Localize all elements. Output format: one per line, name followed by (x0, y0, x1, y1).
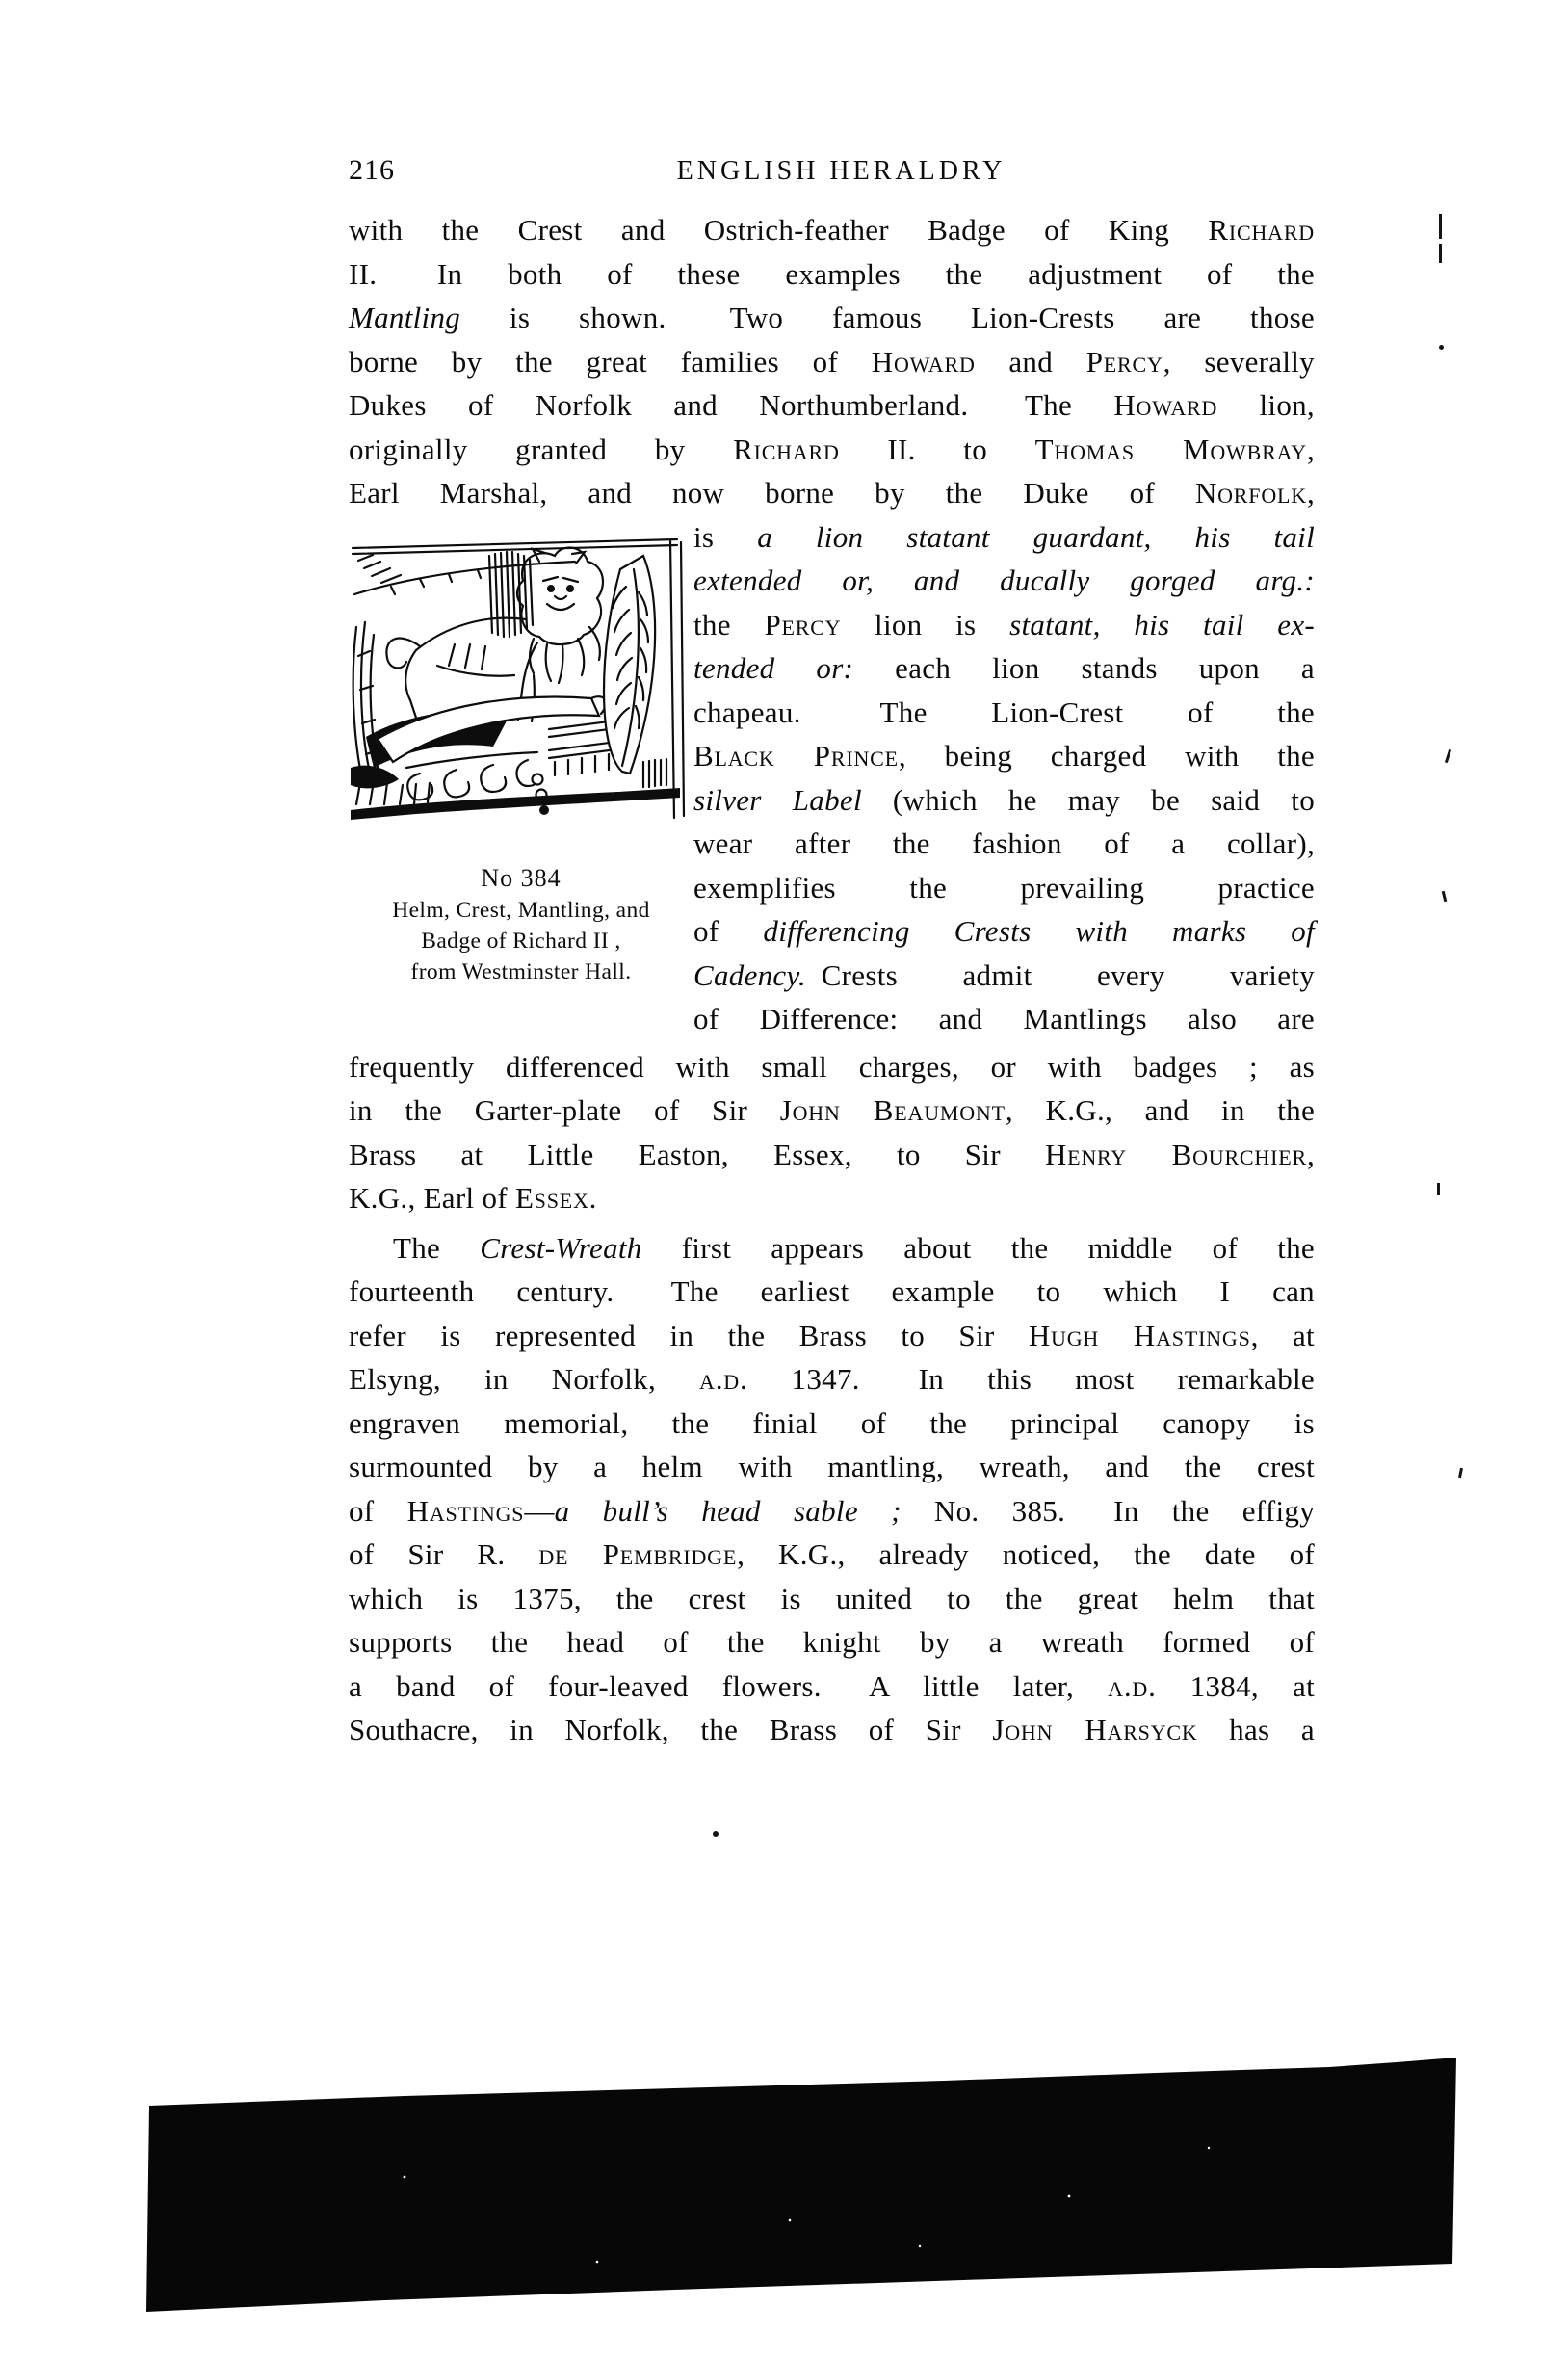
text-segment: (which he may be said to (861, 782, 1315, 817)
text-segment: John Harsyck (992, 1713, 1198, 1746)
text-segment: , K.G., and in the (1005, 1093, 1316, 1127)
text-segment: a.d. (1108, 1668, 1157, 1703)
text-line (693, 822, 1315, 866)
text-segment: first appears about the middle of the (641, 1230, 1315, 1265)
text-segment: The (393, 1230, 481, 1265)
text-segment: Cadency. (693, 957, 806, 992)
text-segment: a.d. (699, 1362, 748, 1396)
text-segment: tended or: (693, 651, 854, 685)
scan-black-band (0, 2023, 1568, 2360)
text-segment: , severally (1163, 344, 1315, 379)
text-segment: chapeau. The Lion-Crest of the (693, 695, 1315, 729)
text-line (349, 428, 1315, 472)
text-line (349, 1402, 1315, 1446)
text-segment: surmounted by a helm with mantling, wreath, and the crest (349, 1450, 1315, 1483)
text-segment: borne by the great families of (349, 344, 872, 379)
text-line (349, 1445, 1315, 1489)
section-end-dot (713, 1831, 719, 1837)
text-segment: No. 385. In the effigy (901, 1493, 1315, 1528)
figure-caption-line: Badge of Richard II , (421, 928, 621, 954)
paragraph-1-continued (349, 1045, 1315, 1220)
scan-speck (1439, 345, 1444, 350)
text-segment: Crest-Wreath (480, 1230, 642, 1265)
text-segment: of Difference: and Mantlings also are (693, 1002, 1315, 1036)
scan-speck (1458, 1468, 1463, 1478)
text-line (349, 383, 1315, 428)
page-header (349, 154, 1315, 195)
page-number: 216 (349, 154, 395, 186)
text-segment: of (693, 914, 764, 948)
text-segment: of Sir R. (349, 1537, 539, 1571)
text-line (349, 208, 1315, 252)
text-line (693, 909, 1315, 954)
text-segment: a band of four-leaved flowers. A little later, (349, 1668, 1109, 1703)
text-segment: the (693, 607, 765, 642)
text-segment: lion, (1217, 388, 1315, 422)
figure-caption-line: Helm, Crest, Mantling, and (392, 897, 650, 923)
text-segment: Elsyng, in Norfolk, (349, 1362, 700, 1396)
text-segment: refer is represented in the Brass to Sir (349, 1318, 1029, 1352)
text-line (693, 559, 1315, 603)
text-line (693, 997, 1315, 1041)
text-segment: 1384, at (1156, 1668, 1315, 1703)
text-segment: supports the head of the knight by a wreath formed of (349, 1625, 1315, 1659)
text-segment: of (349, 1493, 407, 1528)
text-segment: is shown. Two famous Lion-Crests are those (460, 301, 1315, 334)
text-segment: a lion statant guardant, his tail (757, 519, 1316, 554)
text-segment: , (1306, 476, 1315, 510)
text-segment: with the Crest and Ostrich-feather Badge of King (349, 213, 1209, 247)
text-segment: frequently differenced with small charges, or with badges ; as (349, 1049, 1315, 1084)
text-segment: extended or, and ducally gorged arg.: (693, 564, 1315, 597)
text-segment: engraven memorial, the finial of the principal canopy is (349, 1405, 1315, 1440)
text-segment: Brass at Little Easton, Essex, to Sir (349, 1137, 1045, 1171)
text-segment: Hugh Hastings (1028, 1318, 1251, 1352)
text-line (693, 515, 1315, 560)
paragraph-1 (349, 208, 1315, 515)
text-line (693, 646, 1315, 691)
text-segment: Henry Bourchier (1044, 1137, 1307, 1171)
text-segment: , K.G., already noticed, the date of (737, 1537, 1316, 1571)
figure-caption (349, 862, 693, 987)
woodcut-lion-crest-illustration (349, 531, 686, 841)
text-line (349, 1226, 1315, 1271)
text-segment: Mantling (349, 301, 461, 334)
figure-caption-line: from Westminster Hall. (410, 958, 632, 984)
text-segment: silver Label (693, 782, 862, 817)
scan-speck (1439, 214, 1442, 239)
text-segment: Southacre, in Norfolk, the Brass of Sir (349, 1713, 993, 1746)
text-segment: Percy (1085, 344, 1163, 379)
text-segment: , (1306, 432, 1315, 466)
text-line (349, 1045, 1315, 1089)
text-segment: John Beaumont (779, 1093, 1006, 1127)
text-segment: Thomas Mowbray (1034, 432, 1307, 466)
text-segment: Howard (1113, 388, 1218, 422)
text-segment: which is 1375, the crest is united to the great helm that (349, 1581, 1315, 1615)
text-segment: has a (1197, 1713, 1315, 1746)
text-segment: statant, his tail ex- (1009, 607, 1316, 642)
text-segment: Dukes of Norfolk and Northumberland. The (349, 388, 1114, 422)
text-line (349, 1489, 1315, 1534)
text-segment: is (693, 519, 758, 554)
text-segment: originally granted by (349, 432, 734, 466)
text-segment: , being charged with the (898, 739, 1315, 773)
figure-caption-number: No 384 (481, 863, 562, 892)
text-segment: Richard (1208, 213, 1315, 247)
text-segment: , (1306, 1137, 1315, 1171)
text-segment: Black Prince (693, 739, 899, 773)
text-line (349, 1270, 1315, 1314)
text-line (693, 866, 1315, 910)
text-segment: fourteenth century. The earliest example to which I can (349, 1274, 1315, 1308)
text-line (693, 603, 1315, 647)
text-segment: Percy (764, 607, 842, 642)
text-segment: , at (1250, 1318, 1315, 1352)
text-segment: lion is (841, 607, 1010, 642)
paragraph-1-wrapped-column (693, 515, 1315, 1041)
text-segment: Richard (733, 432, 840, 466)
text-line (693, 734, 1315, 778)
text-segment: in the Garter-plate of Sir (349, 1093, 780, 1127)
text-line (693, 778, 1315, 823)
text-line (349, 1088, 1315, 1133)
text-segment: — (524, 1493, 555, 1528)
text-line (349, 1708, 1315, 1752)
text-line (349, 471, 1315, 515)
text-segment: Earl Marshal, and now borne by the Duke of (349, 476, 1195, 510)
text-segment: and (975, 344, 1086, 379)
text-segment: wear after the fashion of a collar), (693, 826, 1315, 860)
text-line (349, 1620, 1315, 1665)
running-title: ENGLISH HERALDRY (676, 156, 1006, 186)
text-segment: 1347. In this most remarkable (747, 1362, 1315, 1396)
text-line (349, 1176, 1315, 1220)
text-line (349, 252, 1315, 297)
text-line (693, 691, 1315, 735)
text-segment: II. In both of these examples the adjustment of the (349, 256, 1315, 291)
text-line (693, 954, 1315, 998)
text-segment: Crests admit every variety (805, 957, 1315, 992)
scan-speck (1439, 244, 1442, 263)
paragraph-2 (349, 1226, 1315, 1752)
text-segment: . (588, 1181, 597, 1215)
scan-speck (1445, 749, 1451, 763)
text-line (349, 1533, 1315, 1577)
text-segment: a bull’s head sable ; (554, 1493, 902, 1528)
text-segment: II. to (839, 432, 1035, 466)
text-segment: exemplifies the prevailing practice (693, 870, 1315, 905)
text-segment: Essex (514, 1181, 589, 1215)
text-segment: Hastings (406, 1493, 525, 1528)
text-line (349, 1314, 1315, 1358)
text-segment: differencing Crests with marks of (763, 914, 1315, 948)
figure-and-wrapped-text (349, 515, 1315, 1041)
scan-speck (1437, 1183, 1440, 1195)
text-line (349, 1357, 1315, 1402)
text-line (349, 1577, 1315, 1621)
text-block (349, 154, 1315, 1752)
text-line (349, 1665, 1315, 1709)
text-segment: Norfolk (1194, 476, 1307, 510)
figure-cell (349, 515, 693, 1041)
text-line (349, 1133, 1315, 1177)
text-line (349, 340, 1315, 384)
scan-speck (1442, 891, 1448, 902)
text-segment: de Pembridge (538, 1537, 738, 1571)
text-segment: each lion stands upon a (853, 651, 1315, 685)
text-segment: Howard (871, 344, 976, 379)
text-segment: K.G., Earl of (349, 1181, 515, 1215)
text-line (349, 296, 1315, 340)
